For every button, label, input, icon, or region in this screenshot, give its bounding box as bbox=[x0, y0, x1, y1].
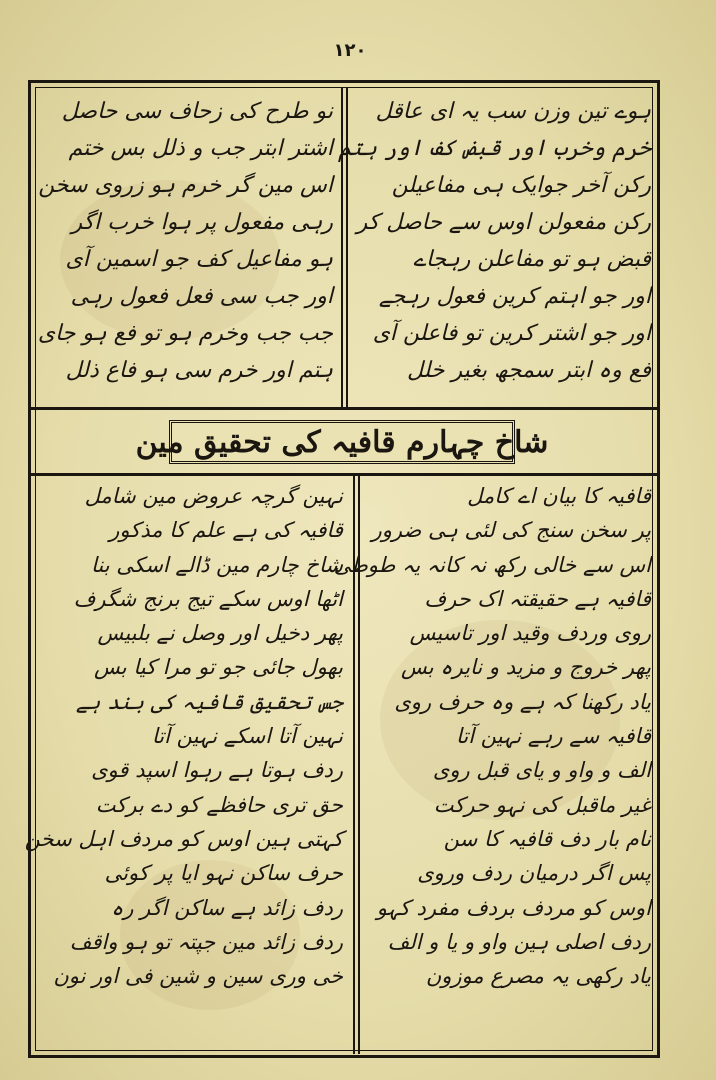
verse-line: شاخ چارم مین ڈالے اسکی بنا bbox=[90, 552, 343, 577]
verse-line: قافیہ سے رہے نہین آتا bbox=[455, 724, 651, 749]
verse-line: ردف زائد ہے ساکن اگر رہ bbox=[111, 895, 343, 920]
verse-line: ہتم اور خرم سی ہو فاع ذلل bbox=[65, 358, 333, 383]
verse-line: جب جب وخرم ہو تو فع ہو جای bbox=[37, 321, 333, 346]
verse-line: جس تحقیق قافیہ کی بند ہے bbox=[75, 689, 343, 714]
verse-line: خرم وخرب اور قبض کف اور ہتم bbox=[338, 136, 651, 161]
verse-line: قبض ہو تو مفاعلن رہجاے bbox=[413, 247, 651, 272]
verse-line: رکن مفعولن اوس سے حاصل کر bbox=[356, 210, 651, 235]
bottom-left-column bbox=[24, 483, 343, 997]
verse-line: اوس کو مردف بردف مفرد کہو bbox=[376, 895, 651, 920]
verse-line: ردف زائد مین جپتہ تو ہو واقف bbox=[69, 929, 343, 954]
section-heading: شاخ چہارم قافیہ کی تحقیق مین bbox=[135, 424, 549, 460]
verse-line: پھر خروج و مزید و نایرہ بس bbox=[400, 655, 651, 680]
verse-line: روی وردف وقید اور تاسیس bbox=[409, 621, 651, 646]
heading-bottom-rule bbox=[31, 473, 657, 476]
verse-line: اس سے خالی رکھ نہ کانہ یہ طوطی bbox=[333, 552, 651, 577]
verse-line: حق تری حافظے کو دے برکت bbox=[95, 792, 343, 817]
verse-line: خی وری سین و شین فی اور نون bbox=[53, 964, 343, 989]
text-frame bbox=[24, 80, 660, 1058]
verse-line: اور جب سی فعل فعول رہی bbox=[70, 284, 333, 309]
verse-line: اٹھا اوس سکے تیج برنج شگرف bbox=[73, 586, 343, 611]
verse-line: الف و واو و یای قبل روی bbox=[432, 758, 651, 783]
verse-line: ردف اصلی ہین واو و یا و الف bbox=[387, 929, 651, 954]
verse-line: یاد رکھنا کہ ہے وہ حرف روی bbox=[394, 689, 651, 714]
verse-line: ردف ہوتا ہے رہوا اسپد قوی bbox=[91, 758, 343, 783]
verse-line: رکن آخر جوایک ہی مفاعیلن bbox=[391, 173, 651, 198]
verse-line: ہو مفاعیل کف جو اسمین آی bbox=[65, 247, 333, 272]
verse-line: اور جو اشتر کرین تو فاعلن آی bbox=[372, 321, 651, 346]
verse-line: قافیہ کی ہے علم کا مذکور bbox=[109, 518, 343, 543]
verse-line: اس مین گر خرم ہو زروی سخن bbox=[38, 173, 333, 198]
top-left-column bbox=[37, 99, 333, 395]
verse-line: نہین آتا اسکے نہین آتا bbox=[151, 724, 343, 749]
verse-line: نو طرح کی زحاف سی حاصل bbox=[61, 99, 333, 124]
verse-line: نہین گرچہ عروض مین شامل bbox=[84, 484, 343, 508]
bottom-right-column bbox=[333, 483, 651, 997]
verse-line: بھول جائی جو تو مرا کیا بس bbox=[94, 655, 343, 680]
verse-line: فع وہ ابتر سمجھ بغیر خلل bbox=[406, 358, 651, 383]
verse-line: رہی مفعول پر ہوا خرب اگر bbox=[71, 210, 333, 235]
verse-line: حرف ساکن نہو ایا پر کوئی bbox=[104, 861, 343, 886]
heading-band bbox=[31, 410, 657, 476]
page-number: ۱۲۰ bbox=[333, 40, 367, 61]
verse-line: پس اگر درمیان ردف وروی bbox=[417, 861, 651, 886]
verse-line: غیر ماقبل کی نہو حرکت bbox=[433, 792, 651, 817]
verse-line: پر سخن سنج کی لئی ہی ضرور bbox=[371, 518, 651, 543]
top-right-column bbox=[338, 99, 651, 395]
verse-line: پھر دخیل اور وصل نے بلبیس bbox=[97, 621, 343, 646]
verse-line: یاد رکھی یہ مصرع موزون bbox=[425, 964, 651, 989]
verse-line: قافیہ کا بیان اے کامل bbox=[467, 484, 651, 508]
verse-line: کہتی ہین اوس کو مردف اہل سخن bbox=[24, 826, 343, 851]
section-heading-box bbox=[135, 420, 549, 464]
verse-line: ہوے تین وزن سب یہ ای عاقل bbox=[375, 99, 651, 124]
verse-line: نام بار دف قافیہ کا سن bbox=[443, 826, 651, 851]
verse-line: قافیہ ہے حقیقتہ اک حرف bbox=[424, 586, 651, 611]
verse-line: اشتر ابتر جب و ذلل بس ختم bbox=[68, 136, 333, 161]
verse-line: اور جو اہتم کرین فعول رہجے bbox=[378, 284, 651, 309]
